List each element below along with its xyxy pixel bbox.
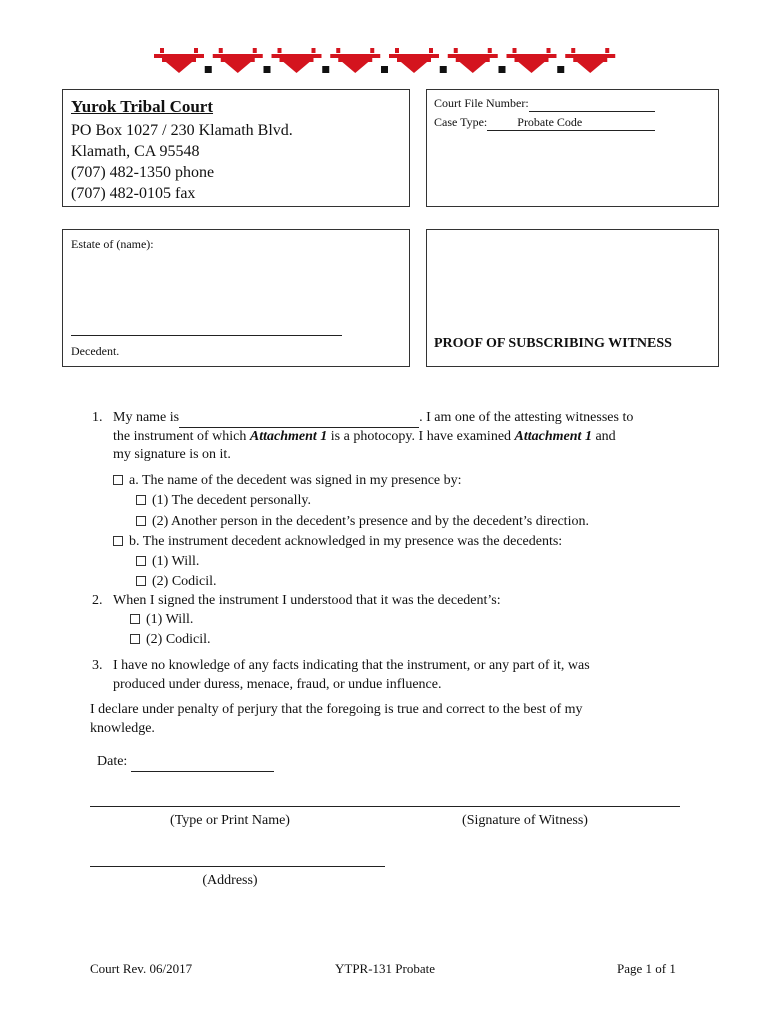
court-address-line2: Klamath, CA 95548 (71, 143, 200, 160)
witness-signature-label: (Signature of Witness) (462, 813, 588, 828)
item1b-label: b. The instrument decedent acknowledged in my presence was the decedents: (129, 534, 563, 549)
item1b2-row (136, 572, 217, 591)
footer-revision: Court Rev. 06/2017 (90, 961, 193, 976)
estate-box (62, 229, 410, 367)
item1-text-after: . I am one of the attesting witnesses to (419, 410, 634, 425)
decedent-label: Decedent. (71, 344, 120, 358)
court-file-number-field[interactable] (529, 96, 655, 112)
item2-will-checkbox[interactable] (130, 614, 140, 624)
item1-line1 (113, 408, 633, 428)
court-file-number-row (434, 96, 655, 112)
item1b1-row (136, 552, 199, 571)
item1-line2-before: the instrument of which (113, 429, 250, 444)
court-name: Yurok Tribal Court (71, 97, 214, 116)
item3-number: 3. (92, 658, 103, 673)
court-phone: (707) 482-1350 phone (71, 164, 215, 181)
date-label: Date: (97, 754, 128, 769)
name-signature-line[interactable] (90, 806, 680, 807)
band-motif (389, 48, 447, 73)
band-motif (507, 48, 565, 73)
court-file-number-label: Court File Number: (434, 96, 529, 110)
item1a1-row (136, 491, 311, 510)
case-type-label: Case Type: (434, 115, 488, 129)
item1a2-row (136, 512, 589, 531)
header-decorative-band (150, 46, 620, 78)
case-info-box (426, 89, 719, 207)
item2-text: When I signed the instrument I understood that it was the decedent’s: (113, 593, 501, 608)
item1a2-label: (2) Another person in the decedent’s presence and by the decedent’s direction. (152, 514, 589, 529)
court-fax: (707) 482-0105 fax (71, 185, 196, 202)
band-motif (565, 48, 615, 73)
item1b1-checkbox[interactable] (136, 556, 146, 566)
item2-opt1-row (130, 610, 193, 629)
print-name-label: (Type or Print Name) (170, 813, 290, 828)
item1b-checkbox[interactable] (113, 536, 123, 546)
band-motif (272, 48, 330, 73)
item1a-row (113, 471, 462, 490)
item1-number: 1. (92, 410, 103, 425)
declaration-line2: knowledge. (90, 721, 155, 736)
footer-form-id: YTPR-131 Probate (335, 961, 436, 976)
band-motif (448, 48, 506, 73)
item2-opt2-row (130, 630, 211, 649)
case-type-field[interactable] (487, 115, 655, 131)
item2-codicil-label: (2) Codicil. (146, 632, 211, 647)
band-motif (330, 48, 388, 73)
attachment-ref-2: Attachment 1 (514, 429, 592, 444)
item1-text-before: My name is (113, 410, 180, 425)
form-title: PROOF OF SUBSCRIBING WITNESS (434, 336, 672, 351)
estate-label: Estate of (name): (71, 237, 154, 251)
address-label: (Address) (202, 873, 258, 888)
decedent-name-line[interactable] (71, 335, 342, 336)
item1a1-label: (1) The decedent personally. (152, 493, 311, 508)
item2-codicil-checkbox[interactable] (130, 634, 140, 644)
address-line[interactable] (90, 866, 385, 867)
item1b2-checkbox[interactable] (136, 576, 146, 586)
item2-will-label: (1) Will. (146, 612, 194, 627)
item1-line2 (113, 427, 616, 446)
attachment-ref-1: Attachment 1 (249, 429, 328, 444)
court-address-line1: PO Box 1027 / 230 Klamath Blvd. (71, 122, 293, 139)
band-motif (213, 48, 271, 73)
item2-number: 2. (92, 593, 103, 608)
form-title-box (426, 229, 719, 367)
item1a-checkbox[interactable] (113, 475, 123, 485)
declaration-line1: I declare under penalty of perjury that the foregoing is true and correct to the best of my (90, 702, 583, 717)
item1b1-label: (1) Will. (152, 554, 200, 569)
witness-name-field[interactable] (179, 408, 419, 428)
item1a1-checkbox[interactable] (136, 495, 146, 505)
item1b-row (113, 532, 562, 551)
date-row (97, 752, 274, 772)
footer-page: Page 1 of 1 (617, 961, 676, 976)
case-type-row (434, 115, 655, 131)
court-info-box (62, 89, 410, 207)
item1a-label: a. The name of the decedent was signed in my presence by: (129, 473, 462, 488)
date-field[interactable] (131, 752, 274, 772)
item1-line3: my signature is on it. (113, 447, 231, 462)
item1-line2-end: and (591, 429, 616, 444)
case-type-value: Probate Code (517, 115, 583, 129)
item1b2-label: (2) Codicil. (152, 574, 217, 589)
item3-line1: I have no knowledge of any facts indicating that the instrument, or any part of it, was (113, 658, 590, 673)
item1a2-checkbox[interactable] (136, 516, 146, 526)
band-motif (154, 48, 212, 73)
item3-line2: produced under duress, menace, fraud, or undue influence. (113, 677, 442, 692)
item1-line2-mid: is a photocopy. I have examined (327, 429, 515, 444)
